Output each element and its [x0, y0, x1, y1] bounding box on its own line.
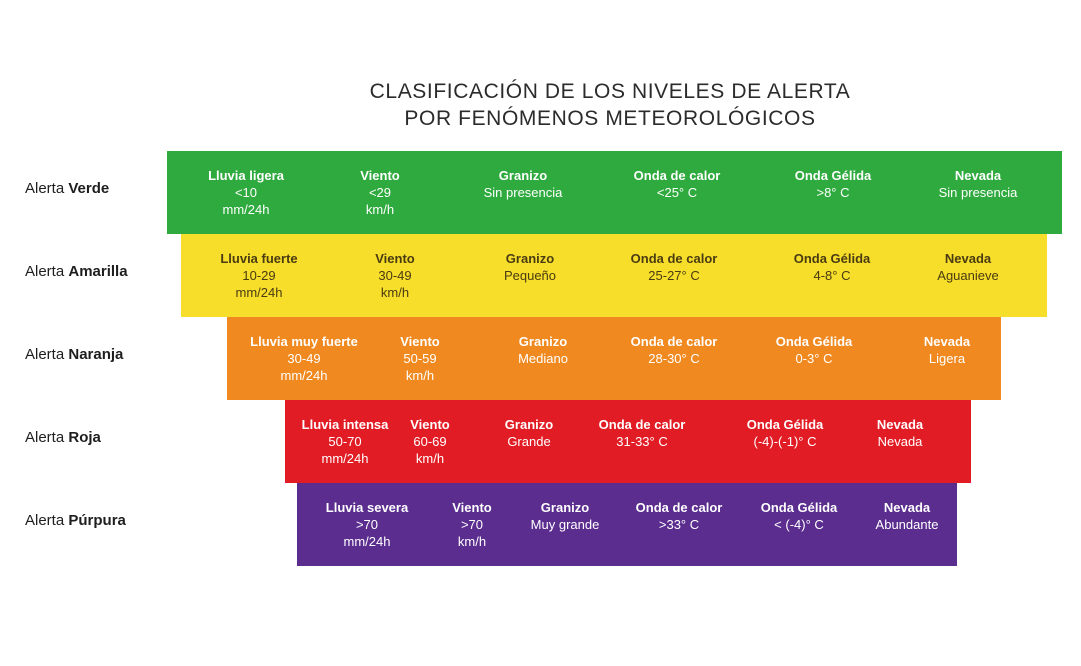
cell-heading: Onda Gélida [794, 168, 872, 183]
cell-heading: Viento [375, 251, 415, 266]
cell-value: 60-69 [413, 434, 447, 449]
cell-heat-wave [631, 250, 718, 284]
cell-rain [208, 167, 284, 218]
cell-wind [375, 250, 415, 301]
cell-heading: Onda de calor [630, 251, 718, 266]
alert-label-purple: Alerta Púrpura [25, 512, 126, 529]
cell-value: 50-59 [403, 351, 437, 366]
cell-hail [518, 333, 568, 367]
cell-value: mm/24h [343, 534, 391, 549]
cell-value: >70 [355, 517, 379, 532]
cell-value: 30-49 [287, 351, 321, 366]
cell-value: mm/24h [321, 451, 369, 466]
cell-rain [250, 333, 358, 384]
cell-value: Nevada [877, 434, 923, 449]
cell-heading: Onda de calor [635, 500, 723, 515]
cell-heading: Lluvia intensa [301, 417, 389, 432]
cell-heading: Lluvia muy fuerte [250, 334, 358, 349]
cell-value: Sin presencia [938, 185, 1018, 200]
cell-heat-wave [631, 333, 718, 367]
cell-heading: Nevada [876, 417, 924, 432]
cell-value: (-4)-(-1)° C [753, 434, 817, 449]
cell-value: km/h [457, 534, 487, 549]
cell-wind [410, 416, 450, 467]
alert-band-purple [297, 483, 957, 566]
cell-value: Aguanieve [937, 268, 999, 283]
cell-value: >33° C [658, 517, 700, 532]
alert-label-yellow: Alerta Amarilla [25, 263, 128, 280]
title-line-2: POR FENÓMENOS METEOROLÓGICOS [404, 107, 816, 130]
cell-value: Ligera [928, 351, 966, 366]
cell-heading: Lluvia fuerte [220, 251, 298, 266]
cell-value: Mediano [518, 351, 568, 366]
alert-label-orange: Alerta Naranja [25, 346, 124, 363]
cell-heading: Granizo [518, 334, 568, 349]
cell-snow [939, 167, 1018, 201]
cell-cold-wave [761, 499, 838, 533]
cell-value: 0-3° C [795, 351, 833, 366]
cell-heading: Granizo [540, 500, 590, 515]
alert-band-red [285, 400, 971, 483]
cell-value: km/h [365, 202, 395, 217]
cell-wind [400, 333, 440, 384]
cell-heading: Granizo [505, 251, 555, 266]
cell-value: Sin presencia [483, 185, 563, 200]
cell-value: mm/24h [222, 202, 270, 217]
cell-heading: Viento [400, 334, 440, 349]
cell-heading: Onda de calor [630, 334, 718, 349]
cell-hail [531, 499, 600, 533]
cell-value: 10-29 [242, 268, 276, 283]
cell-value: mm/24h [235, 285, 283, 300]
cell-value: km/h [380, 285, 410, 300]
cell-heading: Nevada [883, 500, 931, 515]
cell-cold-wave [794, 250, 871, 284]
cell-cold-wave [747, 416, 824, 450]
alert-label-red: Alerta Roja [25, 429, 101, 446]
diagram-title [0, 78, 1081, 132]
cell-heat-wave [599, 416, 686, 450]
cell-hail [504, 250, 556, 284]
alert-band-green [167, 151, 1062, 234]
cell-value: >8° C [816, 185, 850, 200]
cell-heading: Lluvia severa [325, 500, 409, 515]
alert-label-green: Alerta Verde [25, 180, 110, 197]
cell-heading: Viento [410, 417, 450, 432]
cell-value: 25-27° C [648, 268, 700, 283]
cell-heading: Onda Gélida [746, 417, 824, 432]
cell-snow [924, 333, 970, 367]
cell-value: <10 [234, 185, 258, 200]
cell-rain [302, 416, 389, 467]
cell-heading: Lluvia ligera [208, 168, 284, 183]
cell-snow [877, 416, 923, 450]
alert-band-yellow [181, 234, 1047, 317]
cell-value: < (-4)° C [774, 517, 824, 532]
cell-rain [220, 250, 297, 301]
cell-value: mm/24h [280, 368, 328, 383]
cell-heading: Viento [360, 168, 400, 183]
cell-snow [937, 250, 998, 284]
cell-value: Muy grande [530, 517, 600, 532]
cell-heading: Nevada [954, 168, 1002, 183]
cell-value: km/h [405, 368, 435, 383]
alert-band-orange [227, 317, 1001, 400]
cell-hail [484, 167, 563, 201]
cell-heading: Nevada [923, 334, 971, 349]
cell-heading: Granizo [498, 168, 548, 183]
cell-cold-wave [795, 167, 872, 201]
cell-rain [326, 499, 408, 550]
cell-heading: Nevada [944, 251, 992, 266]
cell-value: <25° C [656, 185, 698, 200]
cell-wind [360, 167, 400, 218]
cell-wind [452, 499, 492, 550]
cell-snow [876, 499, 939, 533]
cell-value: Grande [507, 434, 551, 449]
cell-heading: Onda de calor [633, 168, 721, 183]
cell-value: 4-8° C [813, 268, 851, 283]
cell-heat-wave [634, 167, 721, 201]
cell-value: Pequeño [503, 268, 557, 283]
cell-value: <29 [368, 185, 392, 200]
cell-value: 50-70 [328, 434, 362, 449]
cell-heading: Viento [452, 500, 492, 515]
title-line-1: CLASIFICACIÓN DE LOS NIVELES DE ALERTA [369, 80, 851, 103]
cell-value: 31-33° C [616, 434, 668, 449]
cell-hail [505, 416, 553, 450]
cell-value: 28-30° C [648, 351, 700, 366]
cell-cold-wave [776, 333, 853, 367]
cell-heading: Granizo [504, 417, 554, 432]
cell-heading: Onda de calor [598, 417, 686, 432]
cell-value: km/h [415, 451, 445, 466]
cell-value: >70 [460, 517, 484, 532]
cell-heading: Onda Gélida [775, 334, 853, 349]
cell-heading: Onda Gélida [793, 251, 871, 266]
cell-heading: Onda Gélida [760, 500, 838, 515]
cell-value: Abundante [875, 517, 939, 532]
cell-heat-wave [636, 499, 723, 533]
cell-value: 30-49 [378, 268, 412, 283]
